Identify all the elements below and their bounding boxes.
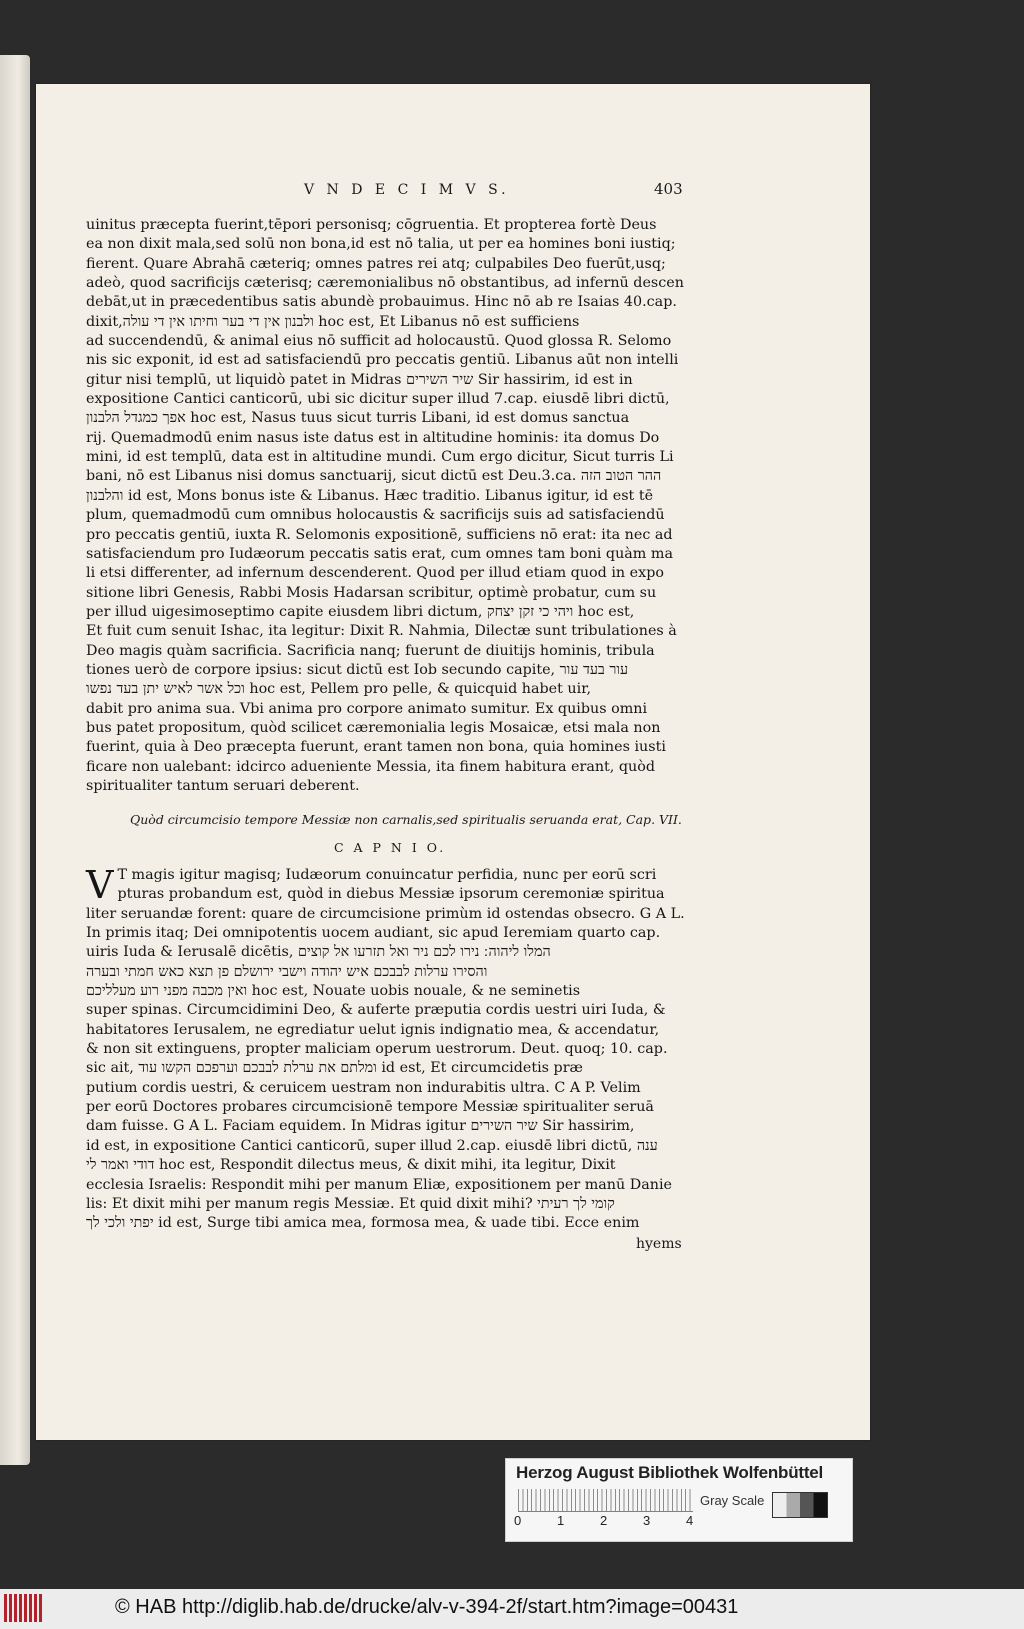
barcode-icon (4, 1594, 44, 1622)
text-line: pro peccatis gentiū, iuxta R. Selomonis expositionē, sufficiens nō erat: ita nec ad (86, 526, 673, 543)
text-line: uiris Iuda & Ierusalē dicētis, המלו ליהוה ׃ נירו לכם ניר ואל תזרעו אל קוצים (86, 944, 551, 961)
speaker-name: C A P N I O. (334, 840, 447, 855)
text-line: satisfaciendum pro Iudæorum peccatis satis erat, cum omnes tam boni quàm ma (86, 545, 673, 562)
text-line: sic ait, ומלתם את ערלת לבבכם וערפכם הקשו עוד id est, Et circumcidetis præ (86, 1060, 583, 1077)
text-line: uinitus præcepta fuerint,tēpori personisq; cōgruentia. Et propterea fortè Deus (86, 217, 657, 233)
text-line: rij. Quemadmodū enim nasus iste datus est in altitudine hominis: ita domus Do (86, 429, 660, 446)
library-name: Herzog August Bibliothek Wolfenbüttel (516, 1463, 824, 1482)
text-line: דודי ואמר לי hoc est, Respondit dilectus meus, & dixit mihi, ita legitur, Dixit (86, 1157, 616, 1174)
text-line: אפך כמגדל הלבנון hoc est, Nasus tuus sicut turris Libani, id est domus sanctua (86, 410, 630, 427)
body-text-1 (86, 216, 736, 796)
text-line: Et fuit cum senuit Ishac, ita legitur: Dixit R. Nahmia, Dilectæ sunt tribulationes à (86, 623, 677, 640)
text-line: plum, quemadmodū cum omnibus holocaustis & sacrificijs suis ad satisfaciendū (86, 507, 665, 524)
grayscale-label: Gray Scale (700, 1493, 765, 1508)
text-line: sitione libri Genesis, Rabbi Mosis Hadarsan scribitur, optimè probatur, cum su (86, 584, 657, 601)
text-line: pturas probandum est, quòd in diebus Messiæ ipsorum ceremoniæ spiritua (117, 886, 665, 903)
book-page (36, 84, 870, 1440)
ruler-label: 4 (686, 1513, 694, 1528)
text-line: nis sic exponit, id est ad satisfaciendū pro peccatis gentiū. Libanus aūt non intelli (86, 352, 679, 369)
text-line: והלבנון id est, Mons bonus iste & Libanus. Hæc traditio. Libanus igitur, id est tē (86, 487, 654, 504)
text-line: ecclesia Israelis: Respondit mihi per manum Eliæ, expositionem per manū Danie (86, 1176, 672, 1193)
text-line: fuerint, quia à Deo præcepta fuerunt, erant tamen non bona, quia homines iusti (86, 739, 666, 756)
text-line: tiones uerò de corpore ipsius: sicut dictū est Iob secundo capite, עור בעד עור (86, 661, 629, 678)
text-line: bani, nō est Libanus nisi domus sanctuarij, sicut dictū est Deu.3.ca. ההר הטוב הזה (86, 468, 662, 485)
text-line: dixit,ולבנון אין די בער וחיתו אין די עולה hoc est, Et Libanus nō est sufficiens (86, 313, 580, 330)
text-line: & non sit extinguens, propter maliciam operum uestrorum. Deut. quoq; 10. cap. (86, 1041, 668, 1058)
text-line: fierent. Quare Abrahā cæteriq; omnes patres rei atq; culpabiles Deo fuerūt,usq; (86, 255, 666, 272)
text-line: li etsi differenter, ad infernum descenderent. Quod per illud etiam quod in expo (86, 565, 664, 582)
catchword: hyems (636, 1236, 682, 1252)
copyright-link[interactable]: © HAB http://diglib.hab.de/drucke/alv-v-394-2f/start.htm?image=00431 (115, 1596, 739, 1618)
text-line: bus patet propositum, quòd scilicet cæremonialia legis Mosaicæ, etsi mala non (86, 719, 661, 736)
text-line: habitatores Ierusalem, ne egrediatur uelut ignis indignatio mea, & accendatur, (86, 1021, 660, 1038)
body-text-2 (86, 863, 736, 1234)
chapter-heading: Quòd circumcisio tempore Messiæ non carnalis,sed spiritualis seruanda erat, Cap. VII. (130, 812, 682, 827)
text-line: spiritualiter tantum seruari deberent. (86, 777, 360, 794)
text-line: והסירו ערלות לבבכם איש יהודה וישבי ירושלם פן תצא כאש חמתי ובערה (86, 963, 488, 980)
text-line: id est, in expositione Cantici canticorū, super illud 2.cap. eiusdē libri dictū, ענה (86, 1137, 658, 1154)
text-line: ea non dixit mala,sed solū non bona,id est nō talia, ut per ea homines boni iustiq; (86, 236, 676, 253)
text-line: In primis itaq; Dei omnipotentis uocem audiant, sic apud Ieremiam quarto cap. (86, 925, 661, 942)
text-line: super spinas. Circumcidimini Deo, & auferte præputia cordis uestri uiri Iuda, & (86, 1002, 666, 1019)
page-number: 403 (654, 180, 683, 198)
ruler-label: 0 (514, 1513, 522, 1528)
running-title: V N D E C I M V S. (304, 182, 510, 198)
left-page-edge (0, 55, 30, 1465)
text-line: per eorū Doctores probares circumcisionē tempore Messiæ spiritualiter seruā (86, 1099, 654, 1116)
text-line: ואין מכבה מפני רוע מעלליכם hoc est, Nouate uobis nouale, & ne seminetis (86, 983, 581, 1000)
drop-cap: V (86, 863, 114, 907)
text-line: dam fuisse. G A L. Faciam equidem. In Midras igitur שיר השירים Sir hassirim, (86, 1118, 635, 1135)
text-line: lis: Et dixit mihi per manum regis Messiæ. Et quid dixit mihi? קומי לך רעיתי (86, 1195, 615, 1212)
text-line: liter seruandæ forent: quare de circumcisione primùm id ostendas obsecro. G A L. (86, 905, 685, 922)
text-line: mini, id est templū, data est in altitudine mundi. Cum ergo dicitur, Sicut turris Li (86, 449, 674, 466)
text-line: putium cordis uestri, & ceruicem uestram non indurabitis ultra. C A P. Velim (86, 1079, 641, 1096)
text-line: per illud uigesimoseptimo capite eiusdem libri dictum, ויהי כי זקן יצחק hoc est, (86, 603, 635, 620)
ruler-label: 2 (600, 1513, 608, 1528)
text-line: ad succendendū, & animal eius nō sufficit ad holocaustū. Quod glossa R. Selomo (86, 333, 672, 350)
text-line: יפתי ולכי לך id est, Surge tibi amica mea, formosa mea, & uade tibi. Ecce enim (86, 1215, 640, 1232)
page-header (36, 182, 870, 204)
text-line: adeò, quod sacrificijs cæterisq; cæremonialibus nō obstantibus, ad infernū descen (86, 275, 684, 292)
text-line: T magis igitur magisq; Iudæorum conuincatur perfidia, nunc per eorū scri (117, 867, 657, 883)
library-color-card (505, 1458, 853, 1542)
scale-ruler (518, 1489, 693, 1512)
text-line: ficare non ualebant: idcirco adueniente Messia, ita finem habitura erant, quòd (86, 758, 656, 775)
text-line: gitur nisi templū, ut liquidò patet in Midras שיר השירים Sir hassirim, id est in (86, 371, 633, 388)
footer-bar (0, 1589, 1024, 1629)
text-line: debāt,ut in præcedentibus satis abundè probauimus. Hinc nō ab re Isaias 40.cap. (86, 294, 677, 311)
ruler-label: 3 (643, 1513, 651, 1528)
text-line: Deo magis quàm sacrificia. Sacrificia nanq; fuerunt de diuitijs hominis, tribula (86, 642, 655, 659)
text-line: expositione Cantici canticorū, ubi sic dicitur super illud 7.cap. eiusdē libri dictū, (86, 391, 670, 408)
ruler-label: 1 (557, 1513, 565, 1528)
grayscale-swatch (772, 1492, 828, 1518)
text-line: וכל אשר לאיש יתן בעד נפשו hoc est, Pellem pro pelle, & quicquid habet uir, (86, 681, 592, 698)
text-line: dabit pro anima sua. Vbi anima pro corpore animato sumitur. Ex quibus omni (86, 700, 648, 717)
